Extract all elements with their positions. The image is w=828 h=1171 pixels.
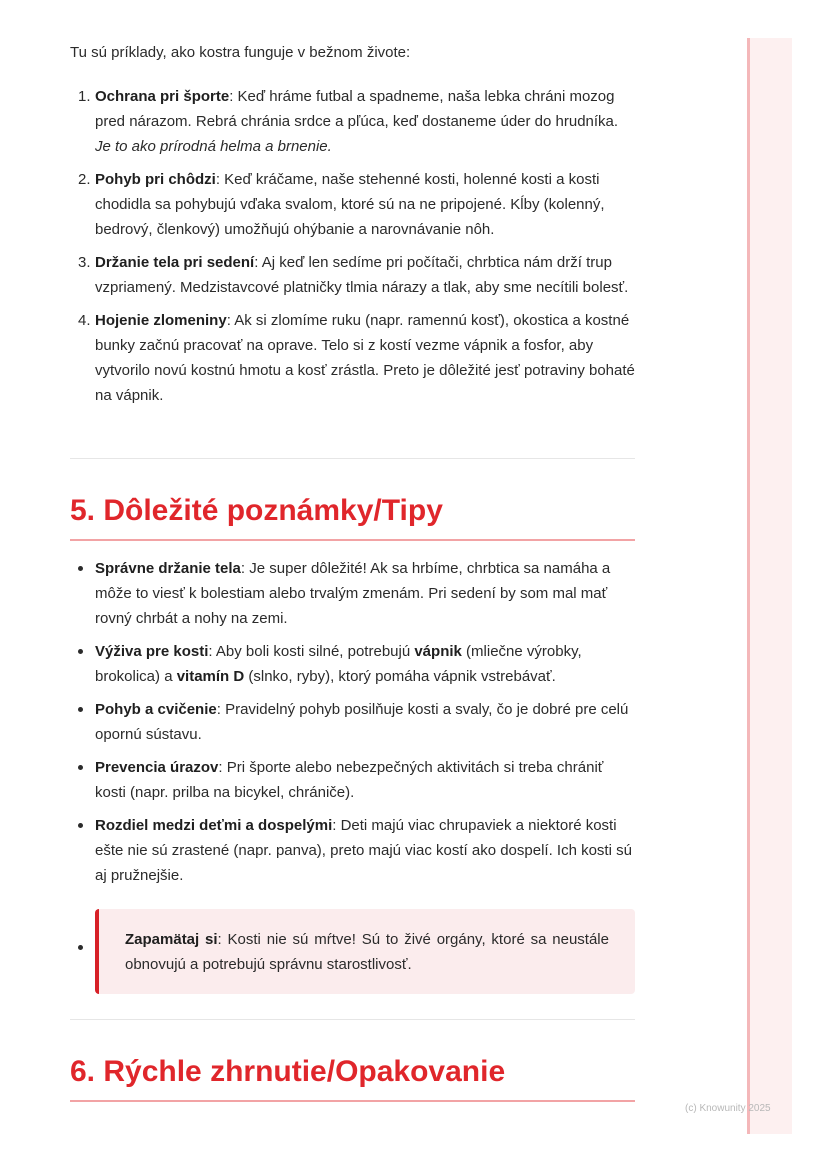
copyright-footer: (c) Knowunity 2025 [685,1103,771,1114]
list-item [70,84,635,159]
item-text: : Je super dôležité! Ak sa hrbíme, chrbtica sa namáha a môže to viesť k bolestiam alebo trvalým zmenám. Pri sedení by som mal mať rovný chrbát a nohy na zemi. [95,560,611,627]
item-text: : Keď hráme futbal a spadneme, naša lebka chráni mozog pred nárazom. Rebrá chránia srdce a pľúca, keď dostaneme úder do hrudníka. [95,88,619,130]
list-item [70,167,635,242]
item-title: Držanie tela pri sedení [95,254,255,271]
section-6-heading: 6. Rýchle zhrnutie/Opakovanie [70,1052,635,1102]
item-text: (mliečne výrobky, brokolica) a [95,643,582,685]
bullet-icon [78,566,83,571]
bullet-icon [78,945,83,950]
item-text: : Keď kráčame, naše stehenné kosti, holenné kosti a kosti chodidla sa pohybujú vďaka svalom, ktoré sú na ne pripojené. Kĺby (kolenný, bedrový, členkový) umožňujú ohýbanie a narovnávanie nôh. [95,171,605,238]
item-text: : Aj keď len sedíme pri počítači, chrbtica nám drží trup vzpriamený. Medzistavcové platničky tlmia nárazy a tlak, aby sme necítili bolesť. [95,254,629,296]
section-divider [70,1019,635,1020]
callout-item [70,909,635,994]
item-text: : Pri športe alebo nebezpečných aktivitách si treba chrániť kosti (napr. prilba na bicykel, chrániče). [95,759,604,801]
item-title: Hojenie zlomeniny [95,312,227,329]
item-emphasis: vápnik [414,643,462,660]
examples-list [70,84,635,416]
item-title: Ochrana pri športe [95,88,230,105]
bullet-icon [78,765,83,770]
tips-list [70,556,635,896]
list-item [70,755,635,805]
item-title: Výživa pre kosti [95,643,209,660]
list-number: 3. [78,254,91,271]
item-title: Prevencia úrazov [95,759,219,776]
item-text: : Ak si zlomíme ruku (napr. ramennú kosť), okostica a kostné bunky začnú pracovať na oprave. Telo si z kostí vezme vápnik a fosfor, aby vytvorilo novú kostnú hmotu a kosť zrástla. Preto je dôležité jesť potraviny bohaté na vápnik. [95,312,635,404]
sidebar-accent-line [747,38,750,1134]
list-item [70,639,635,689]
item-emphasis: vitamín D [176,668,245,685]
list-number: 1. [78,88,91,105]
item-text: (slnko, ryby), ktorý pomáha vápnik vstrebávať. [244,668,556,685]
item-title: Správne držanie tela [95,560,241,577]
callout-text: : Kosti nie sú mŕtve! Sú to živé orgány, ktoré sa neustále obnovujú a potrebujú správnu starostlivosť. [125,931,609,973]
item-text: : Pravidelný pohyb posilňuje kosti a svaly, čo je dobré pre celú opornú sústavu. [95,701,629,743]
bullet-icon [78,823,83,828]
list-item [70,813,635,888]
list-number: 2. [78,171,91,188]
list-item [70,308,635,408]
item-text: : Aby boli kosti silné, potrebujú [208,643,415,660]
bullet-icon [78,649,83,654]
item-title: Rozdiel medzi deťmi a dospelými [95,817,333,834]
item-title: Pohyb a cvičenie [95,701,217,718]
item-title: Pohyb pri chôdzi [95,171,216,188]
sidebar-band [747,38,792,1134]
remember-callout [95,909,635,994]
item-text: : Deti majú viac chrupaviek a niektoré kosti ešte nie sú zrastené (napr. panva), preto majú viac kostí ako dospelí. Ich kosti sú aj pružnejšie. [95,817,632,884]
section-5-heading: 5. Dôležité poznámky/Tipy [70,491,635,541]
list-number: 4. [78,312,91,329]
intro-text: Tu sú príklady, ako kostra funguje v bežnom živote: [70,44,411,61]
list-item [70,250,635,300]
item-note: Je to ako prírodná helma a brnenie. [95,138,332,155]
list-item [70,556,635,631]
bullet-icon [78,707,83,712]
callout-title: Zapamätaj si [125,931,218,948]
section-divider [70,458,635,459]
list-item [70,697,635,747]
